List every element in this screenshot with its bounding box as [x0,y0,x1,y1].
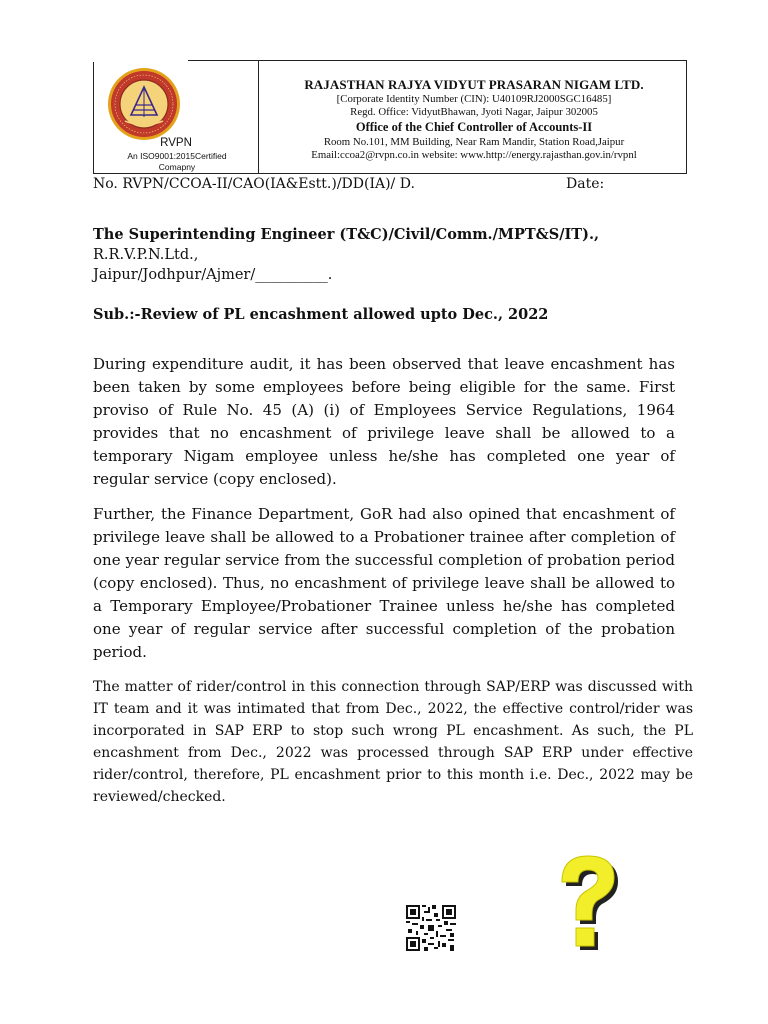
letterhead [93,60,687,174]
logo-certification [102,151,252,173]
question-mark-icon [548,852,632,956]
cin-line: [Corporate Identity Number (CIN): U40109RJ2000SGC16485] [336,93,612,105]
organization-name: RAJASTHAN RAJYA VIDYUT PRASARAN NIGAM LTD. [304,77,644,92]
subject-line: Sub.:-Review of PL encashment allowed upto Dec., 2022 [93,306,549,323]
logo-name: RVPN [160,137,192,149]
reference-line [93,175,693,193]
date-label: Date: [566,176,605,192]
office-title: Office of the Chief Controller of Accounts-II [355,120,593,134]
addressee-block [93,225,599,285]
organization-block [264,77,684,162]
body-paragraph-3: The matter of rider/control in this connection through SAP/ERP was discussed with IT team and it was intimated that from Dec., 2022, the effective control/rider was incorporated in SAP ERP to stop such wrong PL encashment. As such, the PL encashment from Dec., 2022 was processed through SAP ERP under effective rider/control, therefore, PL encashment prior to this month i.e. Dec., 2022 may be reviewed/checked. [93,679,693,805]
addressee-title: The Superintending Engineer (T&C)/Civil/Comm./MPT&S/IT)., [93,226,600,243]
office-address: Room No.101, MM Building, Near Ram Mandir, Station Road,Jaipur [323,136,625,148]
qr-code-icon [406,905,456,951]
registered-office: Regd. Office: VidyutBhawan, Jyoti Nagar, Jaipur 302005 [350,106,598,118]
logo-box [94,61,259,173]
body-paragraph-2: Further, the Finance Department, GoR had also opined that encashment of privilege leave shall be allowed to a Probationer trainee after completion of one year regular service from the successful completion of probation period (copy enclosed). Thus, no encashment of privilege leave shall be allowed to a Temporary Employee/Probationer Trainee unless he/she has completed one year of regular service after successful completion of the probation period. [93,505,675,661]
rvpn-seal-logo [107,67,181,141]
contact-line: Email:ccoa2@rvpn.co.in website: www.http://energy.rajasthan.gov.in/rvpnl [311,149,637,161]
addressee-company: R.R.V.P.N.Ltd., [93,247,199,263]
addressee-location: Jaipur/Jodhpur/Ajmer/__________. [93,267,333,283]
logo-cert-line1: An ISO9001:2015Certified [127,151,227,161]
logo-cert-line2: Comapny [158,162,196,172]
reference-number: No. RVPN/CCOA-II/CAO(IA&Estt.)/DD(IA)/ D. [93,176,415,192]
body-paragraph-1: During expenditure audit, it has been observed that leave encashment has been taken by some employees before being eligible for the same. First proviso of Rule No. 45 (A) (i) of Employees Service Regulations, 1964 provides that no encashment of privilege leave shall be allowed to a temporary Nigam employee unless he/she has completed one year of regular service (copy enclosed). [93,355,675,488]
